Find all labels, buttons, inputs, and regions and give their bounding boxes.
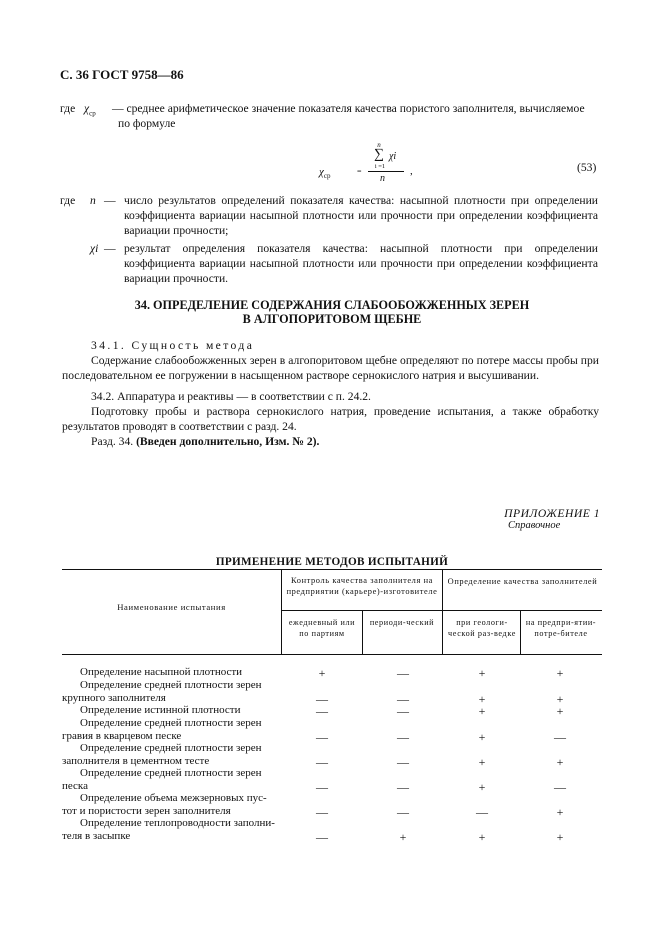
formula-denominator xyxy=(380,173,385,184)
table-row-label: Определение средней плотности зерен xyxy=(80,767,262,779)
where-label-1: где xyxy=(60,102,76,115)
formula-equals: = xyxy=(357,167,362,176)
where-n-text: число результатов определений показателя качества: насыпной плотности при определении коэффициента вариации насыпной плотности или прочности при определении коэффициента вариации прочности; xyxy=(124,194,598,237)
col-sub-3: при геологи-ческой раз-ведке xyxy=(448,618,516,638)
col-group-1: Контроль качества заполнителя на предприятии (карьере)-изготовителе xyxy=(286,576,438,596)
razd-34-note: (Введен дополнительно, Изм. № 2). xyxy=(136,435,320,448)
cell: + xyxy=(556,666,564,680)
where-1-line-2: по формуле xyxy=(118,117,176,130)
cell: — xyxy=(316,704,328,718)
formula-number: (53) xyxy=(577,161,597,174)
cell: + xyxy=(478,755,486,769)
cell: + xyxy=(318,666,326,680)
para-34-2: 34.2. Аппаратура и реактивы — в соответствии с п. 24.2. xyxy=(91,390,371,403)
formula-53 xyxy=(300,140,610,190)
appendix-title: ПРИМЕНЕНИЕ МЕТОДОВ ИСПЫТАНИЙ xyxy=(215,556,449,568)
cell: — xyxy=(397,666,409,680)
cell: — xyxy=(554,730,566,744)
table-row-label-cont: гравия в кварцевом песке xyxy=(62,730,182,742)
n-symbol xyxy=(90,193,96,208)
formula-denom-n: n xyxy=(380,173,385,184)
formula-numerator xyxy=(389,151,396,162)
col-sub-4: на предпри-ятии-потре-бителе xyxy=(525,618,597,638)
para-34-2-cont: Подготовку пробы и раствора сернокислого натрия, проведение испытания, а также обработку результатов проводят в соответствии с разд. 24. xyxy=(62,405,599,433)
table-row-label: Определение теплопроводности заполни- xyxy=(80,817,275,829)
where-chi-i-text: результат определения показателя качества: насыпной плотности при определении коэффициента вариации насыпной плотности или прочности при определении коэффициента вариации прочности. xyxy=(124,242,598,285)
table-row-label-cont: теля в засыпке xyxy=(62,830,131,842)
cell: — xyxy=(476,805,488,819)
cell: — xyxy=(397,692,409,706)
table-vline-4 xyxy=(520,610,521,654)
para-razd-34 xyxy=(91,434,319,449)
where-label-2: где xyxy=(60,194,76,207)
n-dash: — xyxy=(104,194,116,207)
table-vline-2 xyxy=(442,569,443,654)
cell: — xyxy=(397,704,409,718)
table-subheader-rule xyxy=(281,610,602,611)
formula-numer-chi: χi xyxy=(389,151,397,162)
sum-upper-n: n xyxy=(377,141,381,149)
table-top-rule xyxy=(62,569,602,570)
cell: — xyxy=(316,730,328,744)
col-header-name: Наименование испытания xyxy=(117,602,226,612)
col-sub-1: ежедневный или по партиям xyxy=(288,618,356,638)
col-group-2: Определение качества заполнителей xyxy=(447,577,598,586)
cell: + xyxy=(556,755,564,769)
table-row-label: Определение объема межзерновых пус- xyxy=(80,792,267,804)
formula-lhs xyxy=(319,166,330,180)
sum-lower: i =1 xyxy=(374,163,386,170)
section-title-line-2: В АЛГОПОРИТОВОМ ЩЕБНЕ xyxy=(242,312,422,326)
cell: + xyxy=(478,780,486,794)
n-symbol-text: n xyxy=(90,194,96,207)
chi-i-symbol xyxy=(90,241,98,256)
table-row-label-cont: песка xyxy=(62,780,88,792)
table-row-label-cont: заполнителя в цементном тесте xyxy=(62,755,210,767)
table-row-label: Определение истинной плотности xyxy=(80,704,241,716)
table-row-label-cont: крупного заполнителя xyxy=(62,692,166,704)
cell: — xyxy=(554,780,566,794)
razd-34-prefix: Разд. 34. xyxy=(91,435,134,448)
table-row-label: Определение средней плотности зерен xyxy=(80,742,262,754)
cell: — xyxy=(316,755,328,769)
cell: + xyxy=(478,730,486,744)
cell: — xyxy=(316,780,328,794)
cell: — xyxy=(397,780,409,794)
cell: + xyxy=(478,830,486,844)
chi-subscript: ср xyxy=(89,109,96,118)
table-row-label-cont: тот и пористости зерен заполнителя xyxy=(62,805,231,817)
table-row-label: Определение средней плотности зерен xyxy=(80,717,262,729)
cell: + xyxy=(478,704,486,718)
cell: — xyxy=(316,805,328,819)
para-34-1-text: Содержание слабообожженных зерен в алгопоритовом щебне определяют по потере массы пробы при последовательном ее погружении в насыщенном растворе сернокислого натрия и высушивании. xyxy=(62,354,599,382)
cell: + xyxy=(478,666,486,680)
chi-i-dash: — xyxy=(104,242,116,255)
fraction-bar xyxy=(368,171,404,172)
formula-lhs-sym: χ xyxy=(319,166,324,178)
col-sub-2: периоди-ческий xyxy=(369,618,435,627)
chi-symbol: χ xyxy=(84,102,90,115)
cell: + xyxy=(556,692,564,706)
cell: — xyxy=(316,692,328,706)
table-vline-3 xyxy=(362,610,363,654)
chi-i-text: χi xyxy=(90,242,99,255)
table-vline-1 xyxy=(281,569,282,654)
cell: — xyxy=(397,730,409,744)
table-header-rule xyxy=(62,654,602,655)
page-header: С. 36 ГОСТ 9758—86 xyxy=(60,67,184,82)
table-row-label: Определение насыпной плотности xyxy=(80,666,243,678)
table-row-label: Определение средней плотности зерен xyxy=(80,679,262,691)
formula-lhs-sub: ср xyxy=(323,172,331,181)
cell: + xyxy=(556,704,564,718)
where-1-line-1: — среднее арифметическое значение показателя качества пористого заполнителя, вычисляемое xyxy=(112,102,585,115)
cell: + xyxy=(556,830,564,844)
cell: — xyxy=(397,755,409,769)
cell: — xyxy=(397,805,409,819)
sum-sign: ∑ xyxy=(374,147,384,162)
para-34-1-heading: 34.1. Сущность метода xyxy=(91,339,255,352)
chi-avg-symbol xyxy=(84,101,96,121)
cell: — xyxy=(316,830,328,844)
appendix-label: ПРИЛОЖЕНИЕ 1 xyxy=(504,507,600,520)
cell: + xyxy=(556,805,564,819)
formula-comma: , xyxy=(410,165,413,177)
cell: + xyxy=(399,830,407,844)
section-title-line-1: 34. ОПРЕДЕЛЕНИЕ СОДЕРЖАНИЯ СЛАБООБОЖЖЕННЫХ ЗЕРЕН xyxy=(134,298,530,312)
appendix-subtitle: Справочное xyxy=(508,520,561,531)
cell: + xyxy=(478,692,486,706)
